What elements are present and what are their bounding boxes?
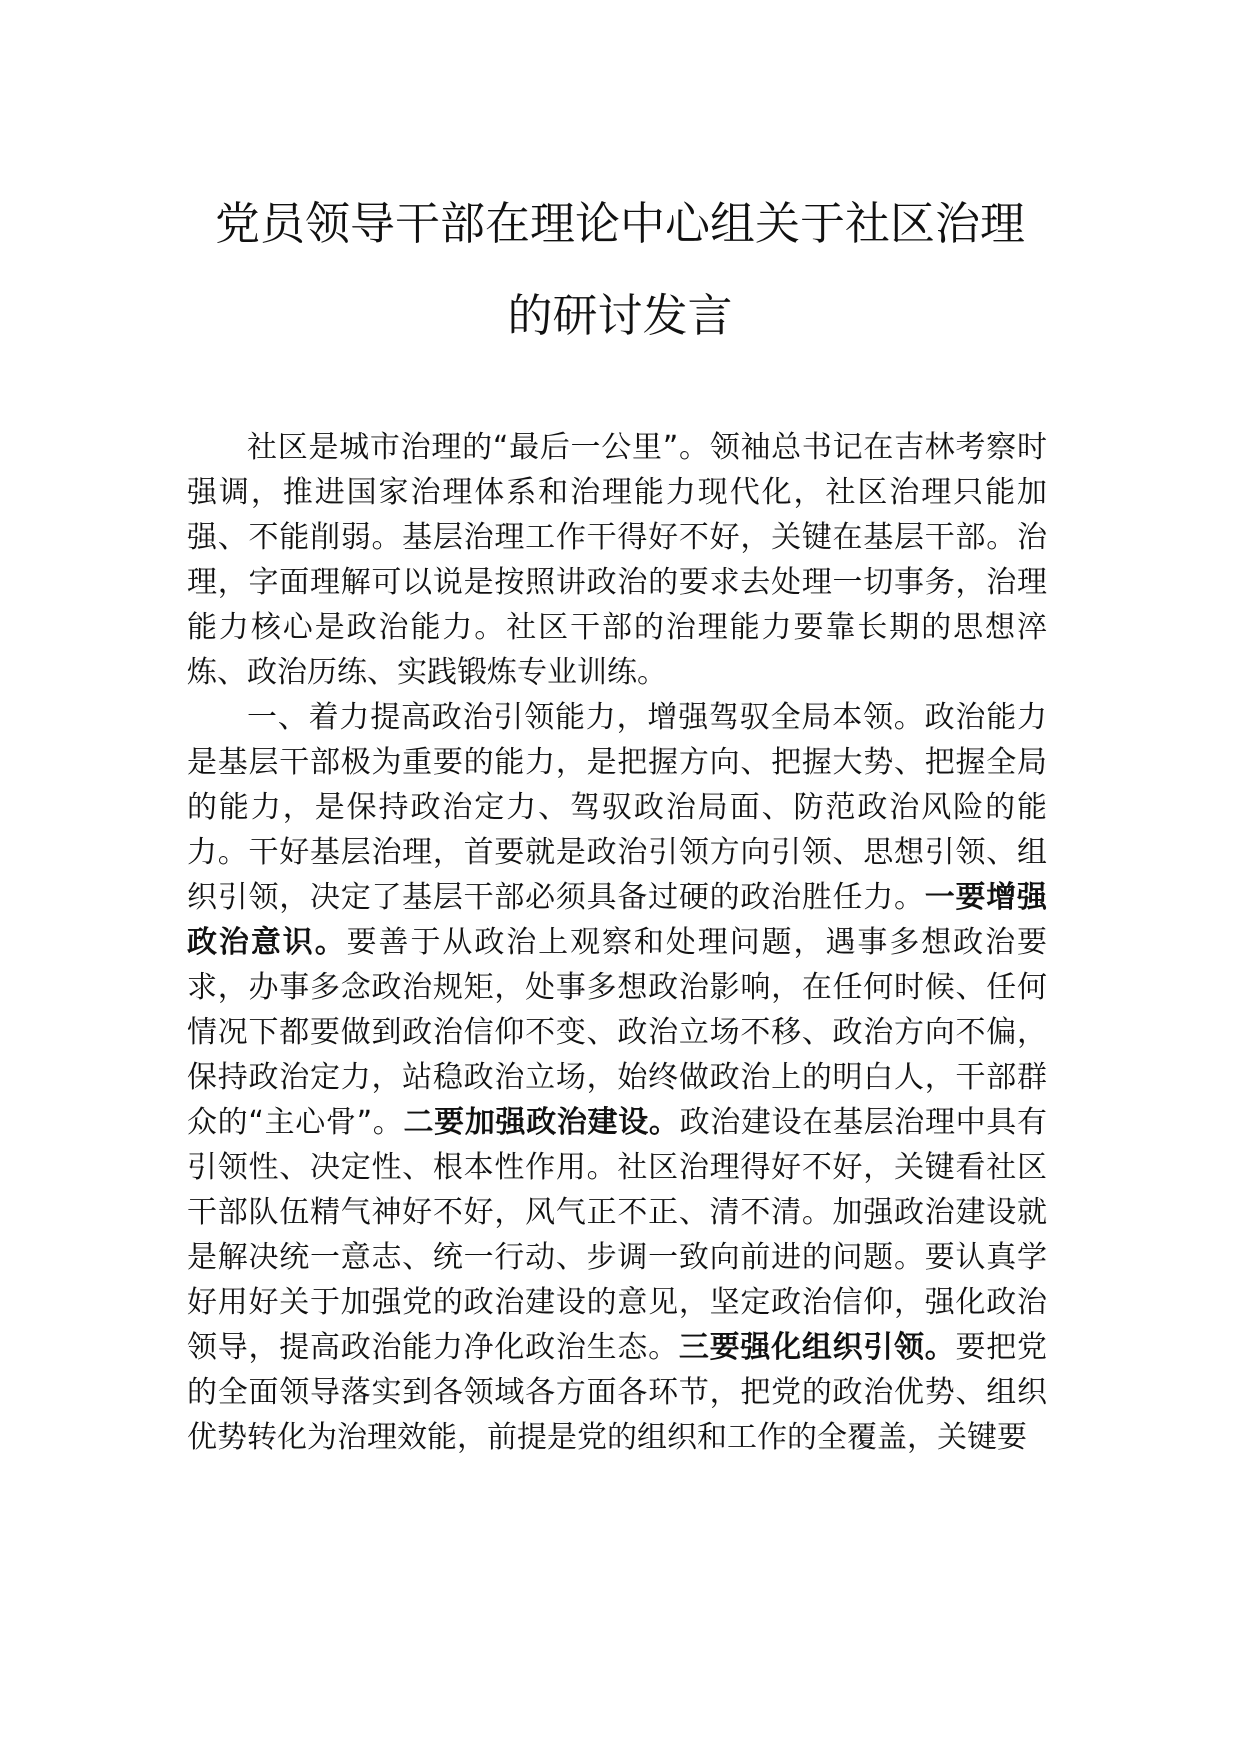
document-body: [187, 425, 1047, 1460]
section-heading-text: 一、着力提高政治引领能力，增强驾驭全局本领。政治能力是基层干部极为重要的能力，是把握方向、把握大势、把握全局的能力，是保持政治定力、驾驭政治局面、防范政治风险的能力。干好基层治理，首要就是政治引领方向引领、思想引领、组织引领，决定了基层干部必须具备过硬的政治胜任力。: [187, 700, 1047, 915]
title-line-2: 的研讨发言: [507, 289, 733, 342]
document-title: [150, 178, 1090, 362]
title-line-1: 党员领导干部在理论中心组关于社区治理: [214, 197, 1025, 250]
paragraph-intro: [187, 425, 1047, 695]
point-one-text: 要善于从政治上观察和处理问题，遇事多想政治要求，办事多念政治规矩，处事多想政治影响，在任何时候、任何情况下都要做到政治信仰不变、政治立场不移、政治方向不偏，保持政治定力，站稳政治立场，始终做政治上的明白人，干部群众的“主心骨”。: [187, 925, 1048, 1140]
paragraph-section-one: [187, 695, 1047, 1460]
paragraph-text: 社区是城市治理的“最后一公里”。领袖总书记在吉林考察时强调，推进国家治理体系和治理能力现代化，社区治理只能加强、不能削弱。基层治理工作干得好不好，关键在基层干部。治理，字面理解可以说是按照讲政治的要求去处理一切事务，治理能力核心是政治能力。社区干部的治理能力要靠长期的思想淬炼、政治历练、实践锻炼专业训练。: [187, 430, 1047, 690]
bold-point-two: 二要加强政治建设。: [403, 1105, 680, 1140]
bold-point-one: 一要增强政治意识。: [187, 880, 1048, 960]
bold-point-three: 三要强化组织引领。: [678, 1330, 956, 1365]
point-three-text: 要把党的全面领导落实到各领域各方面各环节，把党的政治优势、组织优势转化为治理效能，前提是党的组织和工作的全覆盖，关键要: [187, 1330, 1048, 1455]
point-two-text: 政治建设在基层治理中具有引领性、决定性、根本性作用。社区治理得好不好，关键看社区干部队伍精气神好不好，风气正不正、清不清。加强政治建设就是解决统一意志、统一行动、步调一致向前进的问题。要认真学好用好关于加强党的政治建设的意见，坚定政治信仰，强化政治领导，提高政治能力净化政治生态。: [187, 1105, 1048, 1365]
